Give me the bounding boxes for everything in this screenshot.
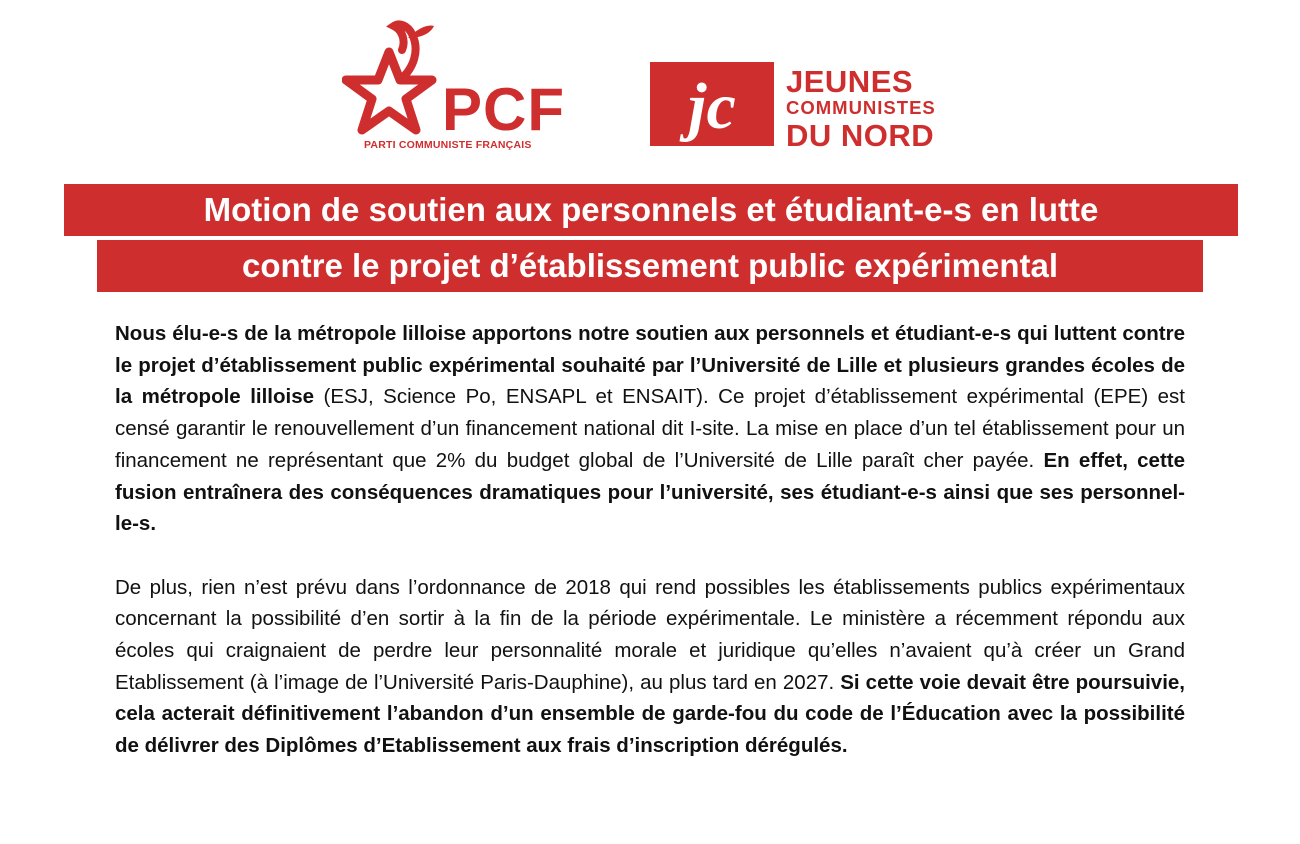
pcf-logo bbox=[342, 20, 565, 160]
jc-line-2: COMMUNISTES bbox=[786, 97, 936, 118]
paragraph-1-bold-tail: En effet, cette fusion entraînera des conséquences dramatiques pour l’université, ses étudiant-e-s ainsi que ses personnel-le-s. bbox=[115, 448, 1186, 536]
motion-body bbox=[115, 318, 1185, 794]
jc-line-1: JEUNES bbox=[786, 64, 914, 99]
jc-mark-icon bbox=[650, 62, 774, 146]
paragraph-2 bbox=[115, 572, 1185, 762]
jc-wordmark bbox=[786, 66, 936, 151]
paragraph-2-normal: De plus, rien n’est prévu dans l’ordonnance de 2018 qui rend possibles les établissements publics expérimentaux concernant la possibilité d’en sortir à la fin de la période expérimentale. Le ministère a récemment répondu aux écoles qui craignaient de perdre leur personnalité morale et juridique qu’elles n’avaient qu’à créer un Grand Etablissement (à l’image de l’Université Paris-Dauphine), au plus tard en 2027. bbox=[115, 575, 1185, 694]
jc-mark: jc bbox=[688, 70, 736, 143]
pcf-name: PCF bbox=[442, 76, 565, 143]
title-line-1: Motion de soutien aux personnels et étudiant-e-s en lutte bbox=[64, 184, 1238, 236]
star-flower-icon bbox=[342, 20, 452, 145]
title-line-2: contre le projet d’établissement public expérimental bbox=[97, 240, 1203, 292]
paragraph-1-bold-lead: Nous élu-e-s de la métropole lilloise apportons notre soutien aux personnels et étudiant-e-s qui luttent contre le projet d’établissement public expérimental souhaité par l’Université de Lille et plusieurs grandes écoles de la métropole lilloise bbox=[115, 322, 1185, 409]
paragraph-1-normal: (ESJ, Science Po, ENSAPL et ENSAIT). Ce projet d’établissement expérimental (EPE) est censé garantir le renouvellement d’un financement national dit I-site. La mise en place d’un tel établissement pour un financement ne représentant que 2% du budget global de l’Université de Lille paraît cher payée. bbox=[115, 385, 1186, 472]
paragraph-1 bbox=[115, 318, 1185, 540]
paragraph-2-bold-tail: Si cette voie devait être poursuivie, cela acterait définitivement l’abandon d’un ensemble de garde-fou du code de l’Éducation avec la possibilité de délivrer des Diplômes d’Etablissement aux frais d’inscription dérégulés. bbox=[115, 670, 1185, 758]
pcf-subtitle: PARTI COMMUNISTE FRANÇAIS bbox=[364, 139, 532, 151]
jc-line-3: DU NORD bbox=[786, 117, 935, 153]
jc-logo bbox=[650, 62, 936, 153]
header-logos bbox=[0, 0, 1300, 180]
